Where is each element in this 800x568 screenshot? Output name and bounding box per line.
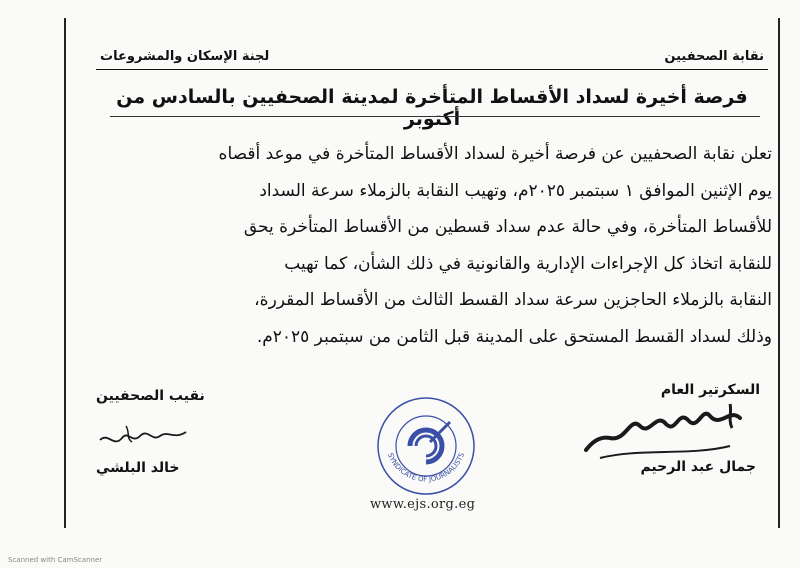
document-body <box>88 136 772 355</box>
body-line: وذلك لسداد القسط المستحق على المدينة قبل الثامن من سبتمبر ٢٠٢٥م. <box>256 326 772 347</box>
website-url: www.ejs.org.eg <box>370 497 476 512</box>
header-syndicate: نقابة الصحفيين <box>664 49 764 64</box>
head-title: نقيب الصحفيين <box>96 388 205 404</box>
syndicate-seal-icon <box>372 392 480 500</box>
scanner-watermark: Scanned with CamScanner <box>8 556 103 564</box>
secretary-name: جمال عبد الرحيم <box>640 459 756 475</box>
body-line: للأقساط المتأخرة، وفي حالة عدم سداد قسطين من الأقساط المتأخرة يحق <box>243 217 772 237</box>
body-line: للنقابة اتخاذ كل الإجراءات الإدارية والقانونية في ذلك الشأن، كما تهيب <box>284 253 772 274</box>
body-line: يوم الإثنين الموافق ١ سبتمبر ٢٠٢٥م، وتهيب النقابة بالزملاء سرعة السداد <box>259 180 772 201</box>
seal-text: SYNDICATE OF JOURNALISTS <box>386 451 467 484</box>
header-divider <box>96 69 768 70</box>
body-line: النقابة بالزملاء الحاجزين سرعة سداد القسط الثالث من الأقساط المقررة، <box>254 290 772 310</box>
secretary-title: السكرتير العام <box>660 382 760 398</box>
document-title: فرصة أخيرة لسداد الأقساط المتأخرة لمدينة الصحفيين بالسادس من أكتوبر <box>116 86 748 130</box>
body-line: تعلن نقابة الصحفيين عن فرصة أخيرة لسداد الأقساط المتأخرة في موعد أقصاه <box>218 144 772 164</box>
title-underline <box>110 116 760 117</box>
head-name: خالد البلشي <box>96 460 180 476</box>
header-committee: لجنة الإسكان والمشروعات <box>100 49 270 64</box>
